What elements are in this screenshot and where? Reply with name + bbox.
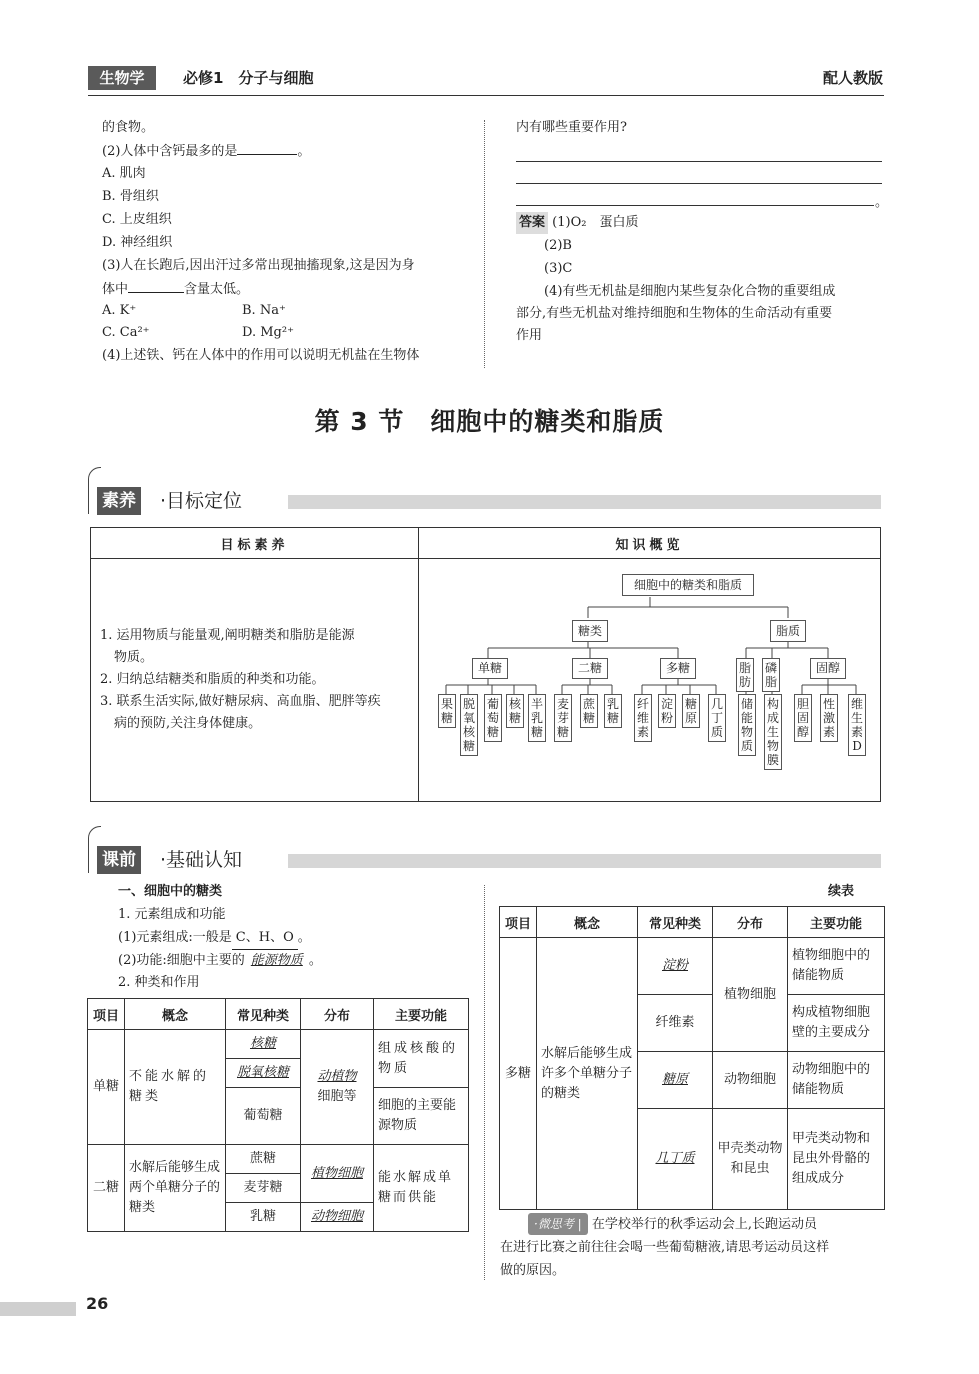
- text-line: 体中 含量太低。: [102, 278, 249, 301]
- cell-kind: 麦芽糖: [226, 1174, 301, 1203]
- answer-text: (2)B: [544, 238, 572, 253]
- sugar-table-1: [87, 998, 469, 1232]
- map-leaf: 性激素: [820, 694, 838, 742]
- cell-dist: 甲壳类动物和昆虫: [713, 1109, 788, 1210]
- cell-concept: 水解后能够生成许多个单糖分子的糖类: [537, 938, 638, 1210]
- concept-map-cell: [419, 559, 881, 802]
- cell-func: 构成植物细胞壁的主要成分: [788, 995, 885, 1052]
- map-leaf: 储能物质: [738, 694, 756, 756]
- text-line: (1)元素组成:一般是 C、H、O 。: [118, 927, 311, 950]
- goal-item-cont: 物质。: [114, 650, 154, 665]
- map-leaf: 乳糖: [604, 694, 622, 728]
- map-leaf: 麦芽糖: [554, 694, 572, 742]
- cell-kind: 纤维素: [638, 995, 713, 1052]
- option-c: C. Ca²⁺: [102, 325, 150, 340]
- option-a: A. 肌肉: [102, 166, 146, 181]
- cell-item: 单糖: [88, 1030, 125, 1145]
- map-leaf: 淀粉: [658, 694, 676, 728]
- map-poly: 多糖: [660, 658, 696, 679]
- heading-sugars: 一、细胞中的糖类: [118, 884, 223, 899]
- text-line: (2)人体中含钙最多的是 。: [102, 140, 310, 163]
- sugar-table-2: [499, 906, 885, 1210]
- cell-dist: 动植物 细胞等: [301, 1030, 374, 1145]
- map-lipid: 脂质: [770, 620, 806, 642]
- fill-answer: 能源物质: [250, 953, 303, 968]
- subheading: 2. 种类和作用: [118, 975, 200, 990]
- goal-list: [92, 625, 417, 735]
- th: 主要功能: [788, 907, 885, 938]
- th: 常见种类: [226, 999, 301, 1030]
- answer-text: (3)C: [544, 261, 573, 276]
- th: 项目: [500, 907, 537, 938]
- cell-func: 动物细胞中的储能物质: [788, 1052, 885, 1109]
- goal-section-header: [88, 481, 881, 515]
- map-leaf: 果糖: [438, 694, 456, 728]
- option-b: B. 骨组织: [102, 189, 159, 204]
- th: 分布: [713, 907, 788, 938]
- option-c: C. 上皮组织: [102, 212, 172, 227]
- text-line: (4)上述铁、钙在人体中的作用可以说明无机盐在生物体: [102, 348, 420, 363]
- text-line: 的食物。: [102, 120, 155, 135]
- goal-item: 2. 归纳总结糖类和脂质的种类和功能。: [100, 672, 325, 687]
- answer-badge: 答案: [516, 212, 548, 234]
- map-leaf: 维生素D: [848, 694, 866, 756]
- cell-func: 组成核酸的物质: [374, 1030, 469, 1088]
- think-line: 做的原因。: [500, 1263, 566, 1278]
- cell-dist: 植物细胞: [310, 1165, 363, 1181]
- think-tag: ·微思考 |: [528, 1213, 588, 1235]
- cell-item: 多糖: [500, 938, 537, 1210]
- option-d: D. Mg²⁺: [242, 325, 294, 340]
- goal-tag: 素养: [97, 487, 141, 515]
- map-mono: 单糖: [472, 658, 508, 679]
- cell-kind: 脱氧核糖: [236, 1065, 289, 1080]
- th: 概念: [537, 907, 638, 938]
- text-line: (3)人在长跑后,因出汗过多常出现抽搐现象,这是因为身: [102, 258, 415, 273]
- cell-concept: 不能水解的糖类: [125, 1030, 226, 1145]
- th: 概念: [125, 999, 226, 1030]
- cell-func: 能水解成单糖而供能: [374, 1145, 469, 1232]
- map-root: 细胞中的糖类和脂质: [622, 574, 754, 596]
- answer-text: 作用: [516, 328, 543, 343]
- goal-item: 1. 运用物质与能量观,阐明糖类和脂肪是能源: [100, 628, 355, 643]
- th: 主要功能: [374, 999, 469, 1030]
- column-divider: [484, 885, 485, 1280]
- goal-col-header: 目标素养: [91, 528, 419, 559]
- map-leaf: 葡萄糖: [484, 694, 502, 742]
- map-phospholipid: 磷脂: [762, 658, 780, 692]
- cell-kind: 葡萄糖: [226, 1088, 301, 1145]
- header-rule: [88, 95, 884, 96]
- subject-label: 生物学: [88, 66, 156, 90]
- map-leaf: 几丁质: [708, 694, 726, 742]
- preclass-section-header: [88, 840, 881, 874]
- preclass-heading: ·基础认知: [160, 849, 243, 871]
- page-number: 26: [86, 1294, 109, 1313]
- period: 。: [875, 195, 889, 210]
- cell-func: 植物细胞中的储能物质: [788, 938, 885, 995]
- th: 项目: [88, 999, 125, 1030]
- cell-concept: 水解后能够生成两个单糖分子的糖类: [125, 1145, 226, 1232]
- overview-col-header: 知识概览: [419, 528, 881, 559]
- cell-dist: 动物细胞: [310, 1209, 363, 1224]
- answer-line: [516, 205, 874, 206]
- cell-kind: 蔗糖: [226, 1145, 301, 1174]
- option-b: B. Na⁺: [242, 303, 286, 318]
- section-title: 第 3 节 细胞中的糖类和脂质: [314, 407, 665, 436]
- cell-func: 细胞的主要能源物质: [374, 1088, 469, 1145]
- map-leaf: 半乳糖: [528, 694, 546, 742]
- goal-heading: ·目标定位: [160, 490, 243, 512]
- map-leaf: 胆固醇: [794, 694, 812, 742]
- cell-dist: 植物细胞: [713, 938, 788, 1052]
- cell-kind: 糖原: [661, 1072, 688, 1087]
- map-leaf: 核糖: [506, 694, 524, 728]
- map-di: 二糖: [572, 658, 608, 679]
- continued-label: 续表: [828, 884, 855, 899]
- option-a: A. K⁺: [102, 303, 137, 318]
- map-leaf: 糖原: [682, 694, 700, 728]
- cell-kind: 淀粉: [661, 958, 688, 973]
- cell-kind: 几丁质: [655, 1151, 695, 1166]
- cell-kind: 核糖: [249, 1036, 276, 1051]
- concept-map: [420, 560, 879, 800]
- cell-func: 甲壳类动物和昆虫外骨骼的组成成分: [788, 1109, 885, 1210]
- answer-line-text: 答案 (1)O₂ 蛋白质: [516, 212, 638, 234]
- cell-kind: 乳糖: [226, 1203, 301, 1232]
- goal-item-cont: 病的预防,关注身体健康。: [114, 716, 262, 731]
- column-divider: [484, 120, 485, 368]
- map-sterol: 固醇: [810, 658, 846, 679]
- map-leaf: 脱氧核糖: [460, 694, 478, 756]
- answer-line: [516, 161, 882, 162]
- map-leaf: 构成生物膜: [764, 694, 782, 770]
- cell-item: 二糖: [88, 1145, 125, 1232]
- fill-answer: C、H、O: [232, 927, 298, 950]
- goal-cell: [91, 559, 419, 802]
- think-line: 在进行比赛之前往往会喝一些葡萄糖液,请思考运动员这样: [500, 1240, 830, 1255]
- map-leaf: 蔗糖: [580, 694, 598, 728]
- answer-line: [516, 183, 882, 184]
- page-strip: [0, 1302, 76, 1316]
- option-d: D. 神经组织: [102, 235, 173, 250]
- map-leaf: 纤维素: [634, 694, 652, 742]
- edition-label: 配人教版: [822, 69, 883, 87]
- map-sugar: 糖类: [572, 620, 608, 642]
- book-title: 必修1 分子与细胞: [183, 69, 314, 87]
- th: 分布: [301, 999, 374, 1030]
- goal-item: 3. 联系生活实际,做好糖尿病、高血脂、肥胖等疾: [100, 694, 381, 709]
- th: 常见种类: [638, 907, 713, 938]
- map-fat: 脂肪: [736, 658, 754, 692]
- concept-map-lines: [420, 560, 879, 800]
- answer-text: 部分,有些无机盐对维持细胞和生物体的生命活动有重要: [516, 306, 833, 321]
- text-line: (2)功能:细胞中主要的 能源物质 。: [118, 953, 322, 968]
- goal-table: [90, 527, 881, 802]
- subheading: 1. 元素组成和功能: [118, 907, 226, 922]
- text-line: 内有哪些重要作用?: [516, 120, 627, 135]
- preclass-tag: 课前: [97, 846, 141, 874]
- answer-text: (4)有些无机盐是细胞内某些复杂化合物的重要组成: [544, 284, 836, 299]
- think-line: ·微思考 | 在学校举行的秋季运动会上,长跑运动员: [528, 1213, 817, 1236]
- cell-dist: 动物细胞: [713, 1052, 788, 1109]
